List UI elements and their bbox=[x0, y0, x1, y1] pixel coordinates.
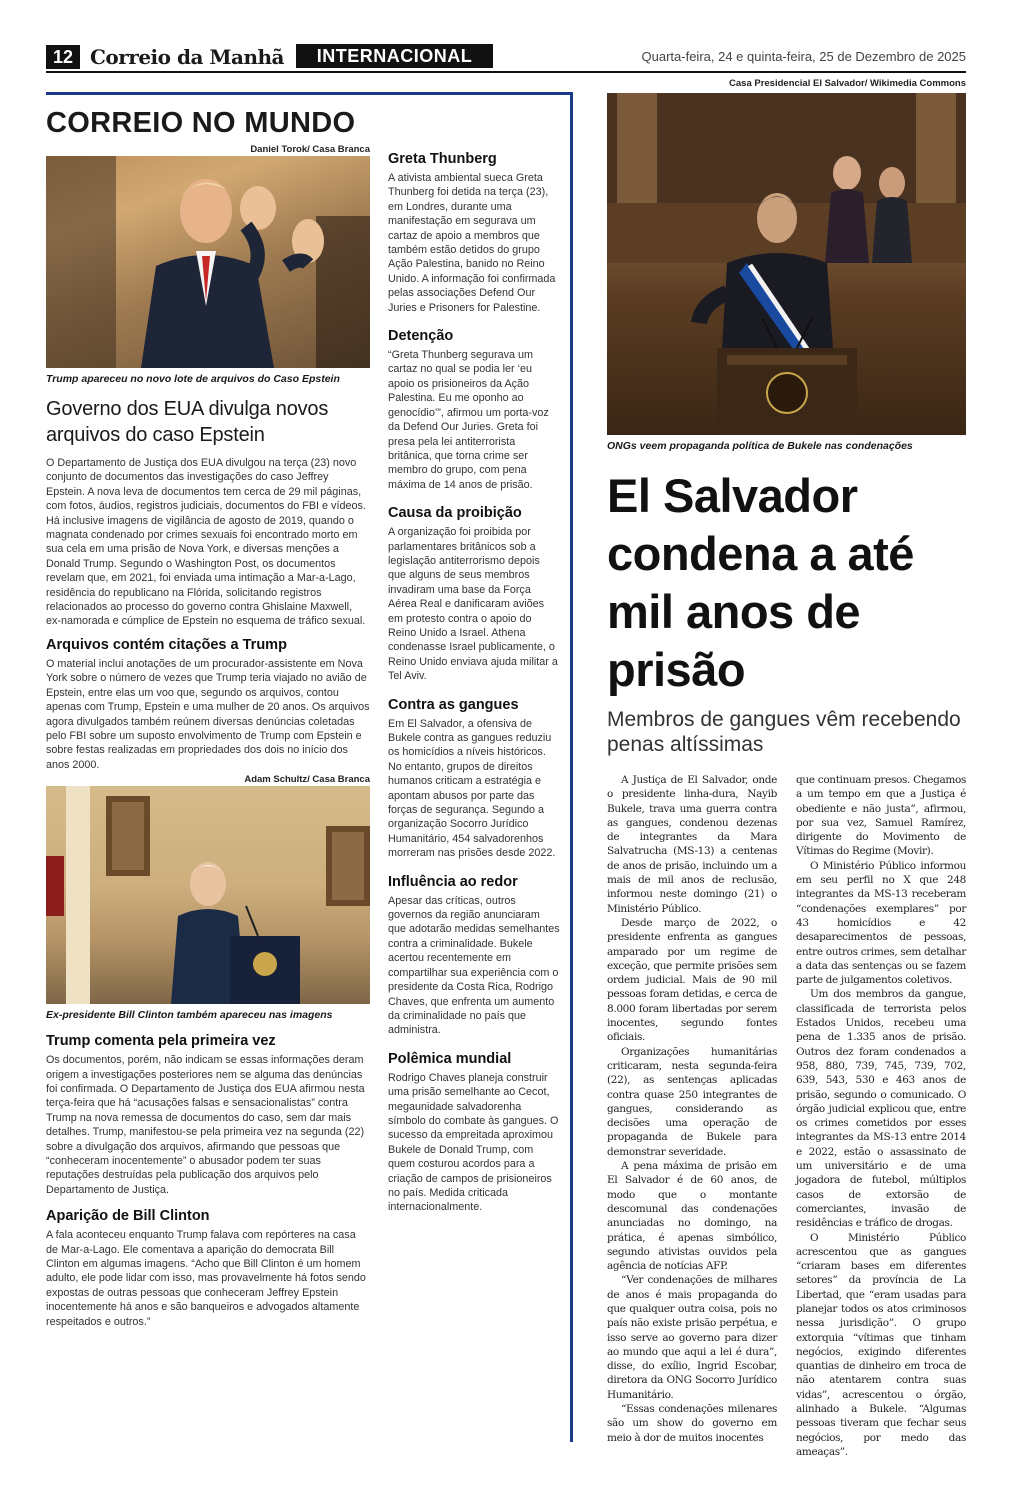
article-subhead: Arquivos contém citações a Trump bbox=[46, 636, 287, 653]
article-paragraph: O Departamento de Justiça dos EUA divulgou na terça (23) novo conjunto de documentos das investigações do caso Jeffrey Epstein. A nova leva de documentos tem cerca de 29 mil páginas, com fotos, áudios, registros judiciais, documentos do FBI e vídeos. Há inclusive imagens de vigilância de agosto de 2019, quando o magnata condenado por crimes sexuais foi encontrado morto em sua cela em uma prisão de Nova York, e diversas menções a Donald Trump. Segundo o Washington Post, os documentos revelam que, em 2021, foi enviada uma intimação a Mar-a-Lago, residência do republicano na Flórida, solicitando registros relacionados ao processo do governo contra Ghislaine Maxwell, ex-namorada e cúmplice de Epstein no esquema de tráfico sexual. bbox=[46, 457, 366, 628]
page-header bbox=[46, 44, 966, 70]
bukele-photo bbox=[607, 93, 966, 435]
article-headline: Governo dos EUA divulga novos arquivos do caso Epstein bbox=[46, 398, 329, 446]
article-paragraph: Os documentos, porém, não indicam se essas informações deram origem a investigações posteriores nem se alguma das denúncias foi confirmada. O Departamento de Justiça dos EUA afirmou nesta terça-feira que há “acusações falsas e sensacionalistas” contra Trump na nova remessa de documentos do caso, sem dar mais detalhes. Trump, manifestou-se pela primeira vez na segunda (22) sobre a divulgação dos arquivos, afirmando que pessoas que “conheceram inocentemente” o abusador podem ter suas reputações destruídas pela publicação dos arquivos pelo Departamento de Justiça. bbox=[46, 1054, 365, 1196]
brief-body: Rodrigo Chaves planeja construir uma prisão semelhante ao Cecot, megaunidade salvadorenha símbolo do combate às gangues. O sucesso da empreitada aproximou Bukele de Donald Trump, com quem costurou acordos para a criação de campos de prisioneiros no país. Medida criticada internacionalmente. bbox=[388, 1071, 559, 1214]
section-tag: INTERNACIONAL bbox=[296, 44, 493, 68]
photo-credit: Adam Schultz/ Casa Branca bbox=[244, 774, 370, 786]
header-rule bbox=[46, 71, 966, 73]
brief-polemica bbox=[388, 1050, 560, 1215]
body-column-left bbox=[607, 773, 777, 1459]
brief-body: Em El Salvador, a ofensiva de Bukele contra as gangues reduziu os homicídios a níveis históricos. No entanto, grupos de direitos humanos criticam a estratégia e apontam abusos por parte das forças de segurança. Segundo a organização Socorro Jurídico Humanitário, 454 salvadorenhos morreram nas prisões desde 2022. bbox=[388, 717, 556, 860]
brief-heading: Influência ao redor bbox=[388, 873, 518, 890]
column-briefs bbox=[388, 150, 560, 1215]
photo-credit: Casa Presidencial El Salvador/ Wikimedia Commons bbox=[729, 78, 966, 89]
brief-detencao bbox=[388, 327, 560, 492]
brief-causa bbox=[388, 504, 560, 683]
brief-body: A ativista ambiental sueca Greta Thunberg foi detida na terça (23), em Londres, durante uma manifestação em segurava um cartaz de apoio a membros que também estão detidos do grupo Ação Palestina, banido no Reino Unido. A informação foi confirmada pelas associações Defend Our Juries e Prisoners for Palestine. bbox=[388, 172, 556, 314]
brief-body: A organização foi proibida por parlamentares britânicos sob a legislação antiterrorismo depois que alguns de seus membros invadiram uma base da Força Aérea Real e danificaram aviões em protesto contra o apoio do Reino Unido a Israel. Athena condenasse Israel publicamente, o Reino Unido enviava ajuda militar a Tel Aviv. bbox=[388, 526, 558, 683]
article-paragraph: Um dos membros da gangue, classificada de terrorista pelos Estados Unidos, recebeu uma pena de 1.335 anos de prisão. Outros dez foram condenados a 958, 880, 739, 745, 739, 702, 639, 543, 530 e 463 anos de prisão, segundo o comunicado. O órgão judicial explicou que, entre os crimes cometidos por esses integrantes da MS-13 entre 2014 e 2022, estão o assassinato de um universitário e de uma jogadora de futebol, múltiplos casos de extorsão de comerciantes, invasão de residências e tráfico de drogas. bbox=[796, 988, 966, 1230]
headline-deck: Membros de gangues vêm recebendo penas altíssimas bbox=[607, 708, 961, 756]
article-paragraph: A Justiça de El Salvador, onde o presidente linha-dura, Nayib Bukele, trava uma guerra contra as gangues, condenou dezenas de integrantes da Mara Salvatrucha (MS-13) a centenas de anos de prisão, incluindo um a mais de mil anos de reclusão, informou neste domingo (21) o Ministério Público. bbox=[607, 774, 777, 915]
article-paragraph: O Ministério Público informou em seu perfil no X que 248 integrantes da MS-13 receberam “condenações exemplares” por 43 homicídios e 42 desaparecimentos de pessoas, entre outros crimes, sem detalhar a data das sentenças ou se fazem parte de julgamentos coletivos. bbox=[796, 859, 966, 987]
article-paragraph: “Essas condenações milenares são um show do governo em meio à dor de muitos inocentes bbox=[607, 1403, 777, 1444]
section-title: CORREIO NO MUNDO bbox=[46, 107, 356, 139]
column-el-salvador bbox=[607, 78, 966, 1459]
brief-heading: Contra as gangues bbox=[388, 696, 519, 713]
main-headline: El Salvador condena a até mil anos de prisão bbox=[607, 469, 914, 696]
body-column-right bbox=[796, 773, 966, 1459]
article-paragraph: Desde março de 2022, o presidente enfrenta as gangues amparado por um regime de exceção, que permite prisões sem ordem judicial. Mais de 90 mil pessoas foram detidas, e cerca de 8.000 foram libertadas por serem inocentes, segundo fontes oficiais. bbox=[607, 916, 777, 1044]
article-paragraph: A fala aconteceu enquanto Trump falava com repórteres na casa de Mar-a-Lago. Ele comentava a aparição do democrata Bill Clinton em algumas imagens. “Acho que Bill Clinton é um homem adulto, ele pode lidar com isso, mas provavelmente há fotos sendo expostas de outras pessoas que conheceram Jeffrey Epstein inocentemente há anos e são banqueiros e advogados altamente respeitados e outros.” bbox=[46, 1229, 366, 1328]
clinton-illustration bbox=[46, 786, 370, 1004]
article-paragraph: Organizações humanitárias criticaram, nesta segunda-feira (22), as sentenças aplicadas contra quase 250 integrantes de gangues, considerando as decisões uma operação de propaganda de Bukele para demonstrar severidade. bbox=[607, 1045, 777, 1158]
brief-gangues bbox=[388, 696, 560, 861]
brief-greta bbox=[388, 150, 560, 315]
article-paragraph: que continuam presos. Chegamos a um tempo em que a Justiça é obediente e não justa”, afirmou, por sua vez, Samuel Ramírez, dirigente do Movimento de Vítimas do Regime (Movir). bbox=[796, 774, 966, 858]
brief-influencia bbox=[388, 873, 560, 1038]
brief-heading: Causa da proibição bbox=[388, 505, 522, 522]
article-paragraph: A pena máxima de prisão em El Salvador é de 60 anos, de modo que o montante descomunal das condenações anunciadas no domingo, na prática, é apenas simbólico, segundo ativistas ouvidos pela agência de notícias AFP. bbox=[607, 1160, 777, 1273]
photo-caption: Ex-presidente Bill Clinton também apareceu nas imagens bbox=[46, 1009, 333, 1022]
newspaper-brand: Correio da Manhã bbox=[90, 45, 285, 69]
brief-heading: Greta Thunberg bbox=[388, 151, 497, 167]
photo-credit: Daniel Torok/ Casa Branca bbox=[250, 144, 370, 155]
article-subhead: Aparição de Bill Clinton bbox=[46, 1208, 210, 1225]
photo-caption: Trump apareceu no novo lote de arquivos do Caso Epstein bbox=[46, 373, 340, 385]
clinton-photo bbox=[46, 786, 370, 1004]
brief-heading: Polêmica mundial bbox=[388, 1050, 512, 1067]
brief-body: “Greta Thunberg segurava um cartaz no qual se podia ler ‘eu apoio os prisioneiros da Ação Palestina. Eu me oponho ao genocídio’”, afirmou um porta-voz da Defend Our Juries. Greta foi presa pela lei antiterrorista britânica, que torna crime ser membro do grupo, com pena máxima de 14 anos de prisão. bbox=[388, 349, 549, 491]
photo-caption: ONGs veem propaganda política de Bukele nas condenações bbox=[607, 440, 913, 452]
brief-body: Apesar das críticas, outros governos da região anunciaram que adotarão medidas semelhantes contra a criminalidade. Bukele acertou recentemente em compartilhar sua experiência com o presidente da Costa Rica, Rodrigo Chaves, que enfrenta um aumento da criminalidade no país que administra. bbox=[388, 894, 560, 1037]
article-body bbox=[607, 773, 966, 1459]
trump-illustration bbox=[46, 156, 370, 368]
article-paragraph: O material inclui anotações de um procurador-assistente em Nova York sobre o número de vezes que Trump teria viajado no avião de Epstein, entre elas um voo que, segundo os arquivos, contou apenas com Trump, Epstein e uma mulher de 20 anos. Os arquivos agora divulgados também reúnem diversas denúncias coletadas pelo FBI sobre um suposto envolvimento de Trump com Epstein e sobre festas realizadas em propriedades dos dois no início dos anos 2000. bbox=[46, 657, 370, 771]
article-paragraph: “Ver condenações de milhares de anos é mais propaganda do que qualquer outra coisa, pois no país não existe prisão perpétua, e isso serve ao governo para dizer ao mundo que aqui a lei é dura”, disse, do exílio, Ingrid Escobar, diretora da ONG Socorro Jurídico Humanitário. bbox=[607, 1274, 777, 1401]
page-number: 12 bbox=[46, 45, 80, 69]
bukele-illustration bbox=[607, 93, 966, 435]
article-paragraph: O Ministério Público acrescentou que as gangues “criaram bases em diferentes setores” da província de La Libertad, que “eram usadas para planejar todos os atos criminosos nessa jurisdição”. O grupo extorquia “vítimas que tinham negócios, exigindo diferentes quantias de dinheiro em troca de não atentarem contra suas vidas”, acrescentou o órgão, alinhado a Bukele. “Algumas pessoas tiveram que fechar seus negócios, por medo das ameaças”. bbox=[796, 1231, 966, 1458]
issue-date: Quarta-feira, 24 e quinta-feira, 25 de Dezembro de 2025 bbox=[641, 49, 966, 64]
column-epstein bbox=[46, 92, 370, 1329]
brief-heading: Detenção bbox=[388, 328, 454, 345]
trump-photo bbox=[46, 156, 370, 368]
column-divider bbox=[570, 92, 573, 1442]
article-subhead: Trump comenta pela primeira vez bbox=[46, 1033, 276, 1050]
